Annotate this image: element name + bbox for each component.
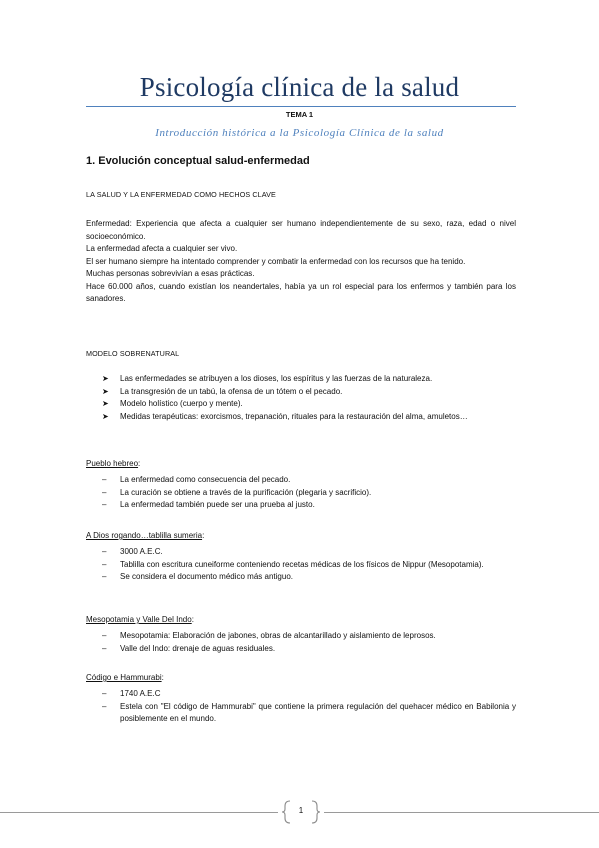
title-underline — [86, 106, 516, 107]
list-item: ➤ Las enfermedades se atribuyen a los dioses, los espíritus y las fuerzas de la naturaleza. — [86, 373, 516, 386]
list-item: – 3000 A.E.C. — [86, 546, 516, 559]
dash-bullet: – — [102, 475, 107, 484]
paragraph: La enfermedad afecta a cualquier ser vivo. — [86, 244, 238, 253]
list-item: – La enfermedad también puede ser una prueba al justo. — [86, 499, 516, 512]
list-item: – Tablilla con escritura cuneiforme conteniendo recetas médicas de los físicos de Nippur (Mesopotamia). — [86, 559, 516, 572]
list-item: – Mesopotamia: Elaboración de jabones, obras de alcantarillado y aislamiento de leprosos. — [86, 630, 516, 643]
page-number: 1 — [298, 806, 304, 815]
paragraph: El ser humano siempre ha intentado comprender y combatir la enfermedad con los recursos que ha tenido. — [86, 256, 466, 266]
list-item: – La enfermedad como consecuencia del pecado. — [86, 474, 516, 487]
arrow-bullet-icon: ➤ — [102, 374, 109, 383]
mesopotamia-list — [86, 630, 516, 655]
mesopotamia-heading-line: Mesopotamia y Valle Del Indo: — [86, 615, 194, 624]
dash-bullet: – — [102, 547, 107, 556]
dash-bullet: – — [102, 701, 107, 711]
hebreo-list — [86, 474, 516, 512]
section-subheading: LA SALUD Y LA ENFERMEDAD COMO HECHOS CLAVE — [86, 190, 276, 199]
hammurabi-list — [86, 688, 516, 726]
hebreo-heading: Pueblo hebreo — [86, 459, 139, 468]
modelo-list — [86, 373, 516, 423]
footer-rule-right — [324, 812, 599, 813]
dash-bullet: – — [102, 631, 107, 640]
footer-rule-left — [0, 812, 278, 813]
arrow-bullet-icon: ➤ — [102, 411, 109, 421]
paragraph: Muchas personas sobrevivían a esas prácticas. — [86, 269, 255, 278]
list-item: ➤ La transgresión de un tabú, la ofensa de un tótem o el pecado. — [86, 386, 516, 399]
list-item: – Estela con "El código de Hammurabi" que contiene la primera regulación del quehacer médico en Babilonia y posiblemente en el mundo. — [102, 701, 516, 723]
document-subtitle: Introducción histórica a la Psicología Clínica de la salud — [155, 127, 444, 139]
modelo-heading: MODELO SOBRENATURAL — [86, 349, 180, 358]
paragraph: Hace 60.000 años, cuando existían los neandertales, había ya un rol especial para los enfermos y también para los sanadores. — [86, 281, 516, 303]
intro-paragraphs — [86, 218, 516, 306]
page-number-badge — [278, 799, 324, 825]
dash-bullet: – — [102, 487, 107, 497]
document-title: Psicología clínica de la salud — [139, 72, 460, 102]
list-item: – Se considera el documento médico más antiguo. — [86, 571, 516, 584]
hammurabi-heading: Código e Hammurabi — [86, 673, 162, 682]
hammurabi-heading-line: Código e Hammurabi: — [86, 673, 164, 682]
list-item: – Valle del Indo: drenaje de aguas residuales. — [86, 643, 516, 656]
dash-bullet: – — [102, 559, 107, 569]
list-item: ➤ Modelo holístico (cuerpo y mente). — [86, 398, 516, 411]
section-heading: 1. Evolución conceptual salud-enfermedad — [86, 155, 310, 167]
list-item: – 1740 A.E.C — [86, 688, 516, 701]
dash-bullet: – — [102, 643, 107, 653]
list-item: – La curación se obtiene a través de la purificación (plegaria y sacrificio). — [86, 487, 516, 500]
dios-heading: A Dios rogando…tablilla sumeria — [86, 531, 203, 540]
dash-bullet: – — [102, 500, 107, 509]
arrow-bullet-icon: ➤ — [102, 399, 109, 408]
list-item: ➤ Medidas terapéuticas: exorcismos, trepanación, rituales para la restauración del alma, amuletos… — [86, 411, 516, 424]
tema-label: TEMA 1 — [285, 110, 314, 119]
paragraph: Enfermedad: Experiencia que afecta a cualquier ser humano independientemente de su sexo, raza, edad o nivel socioeconómico. — [86, 219, 516, 241]
dios-list — [86, 546, 516, 584]
dash-bullet: – — [102, 572, 107, 581]
hebreo-heading-line: Pueblo hebreo: — [86, 459, 141, 468]
mesopotamia-heading: Mesopotamia y Valle Del Indo — [86, 615, 192, 624]
arrow-bullet-icon: ➤ — [102, 386, 109, 396]
dios-heading-line: A Dios rogando…tablilla sumeria: — [86, 531, 205, 540]
dash-bullet: – — [102, 689, 107, 698]
